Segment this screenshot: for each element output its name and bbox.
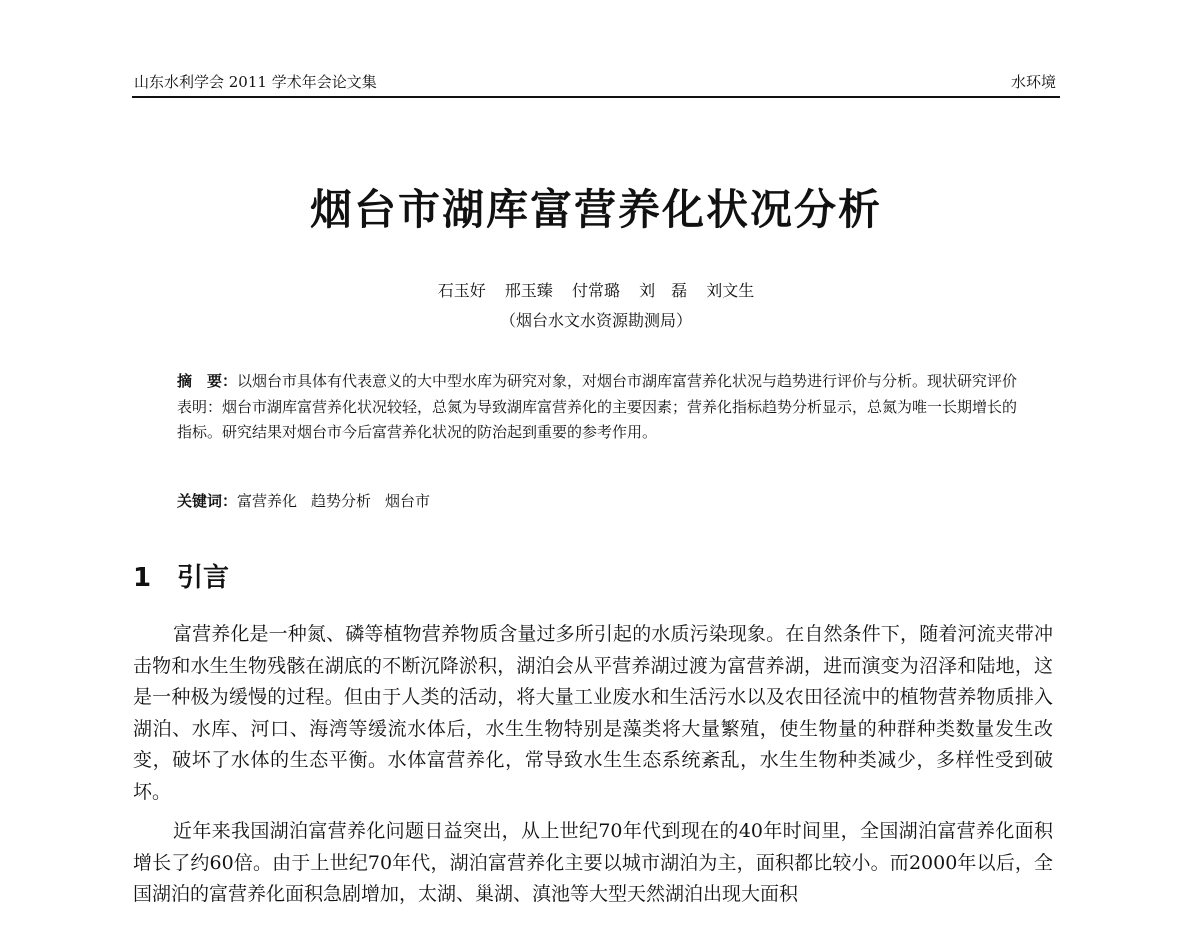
body-paragraph: 富营养化是一种氮、磷等植物营养物质含量过多所引起的水质污染现象。在自然条件下，随着河流夹带冲击物和水生生物残骸在湖底的不断沉降淤积，湖泊会从平营养湖过渡为富营养湖，进而演变为沼泽和陆地，这是一种极为缓慢的过程。但由于人类的活动，将大量工业废水和生活污水以及农田径流中的植物营养物质排入湖泊、水库、河口、海湾等缓流水体后，水生生物特别是藻类将大量繁殖，使生物量的种群种类数量发生改变，破坏了水体的生态平衡。水体富营养化，常导致水生生态系统紊乱，水生生物种类减少，多样性受到破坏。	[133, 623, 1053, 803]
author-name: 刘文生	[706, 281, 755, 300]
section-heading	[133, 560, 229, 596]
keyword: 趋势分析	[311, 492, 372, 510]
section-body	[133, 619, 1053, 919]
author-name: 邢玉臻	[504, 281, 553, 300]
author-name: 石玉好	[437, 281, 486, 300]
body-paragraph: 近年来我国湖泊富营养化问题日益突出，从上世纪70年代到现在的40年时间里，全国湖泊富营养化面积增长了约60倍。由于上世纪70年代，湖泊富营养化主要以城市湖泊为主，面积都比较小。而2000年以后，全国湖泊的富营养化面积急剧增加，太湖、巢湖、滇池等大型天然湖泊出现大面积	[133, 820, 1053, 905]
journal-name: 山东水利学会 2011 学术年会论文集	[134, 73, 377, 91]
author-name: 刘 磊	[639, 281, 688, 300]
author-list	[132, 279, 1060, 303]
abstract-label: 摘 要：	[177, 372, 238, 390]
keywords	[177, 489, 1027, 513]
keyword: 烟台市	[385, 492, 431, 510]
abstract-text: 以烟台市具体有代表意义的大中型水库为研究对象，对烟台市湖库富营养化状况与趋势进行评价与分析。现状研究评价表明：烟台市湖库富营养化状况较轻，总氮为导致湖库富营养化的主要因素；营养化指标趋势分析显示，总氮为唯一长期增长的指标。研究结果对烟台市今后富营养化状况的防治起到重要的参考作用。	[177, 372, 1018, 441]
paper-title: 烟台市湖库富营养化状况分析	[309, 185, 882, 234]
running-header	[132, 70, 1060, 98]
abstract	[177, 369, 1027, 446]
keywords-label: 关键词：	[177, 492, 238, 510]
keyword: 富营养化	[237, 492, 298, 510]
section-title: 引言	[177, 563, 230, 593]
affiliation: （烟台水文水资源勘测局）	[499, 311, 692, 330]
section-number: 1	[133, 563, 152, 593]
author-name: 付常璐	[571, 281, 620, 300]
section-tag: 水环境	[1010, 73, 1056, 91]
